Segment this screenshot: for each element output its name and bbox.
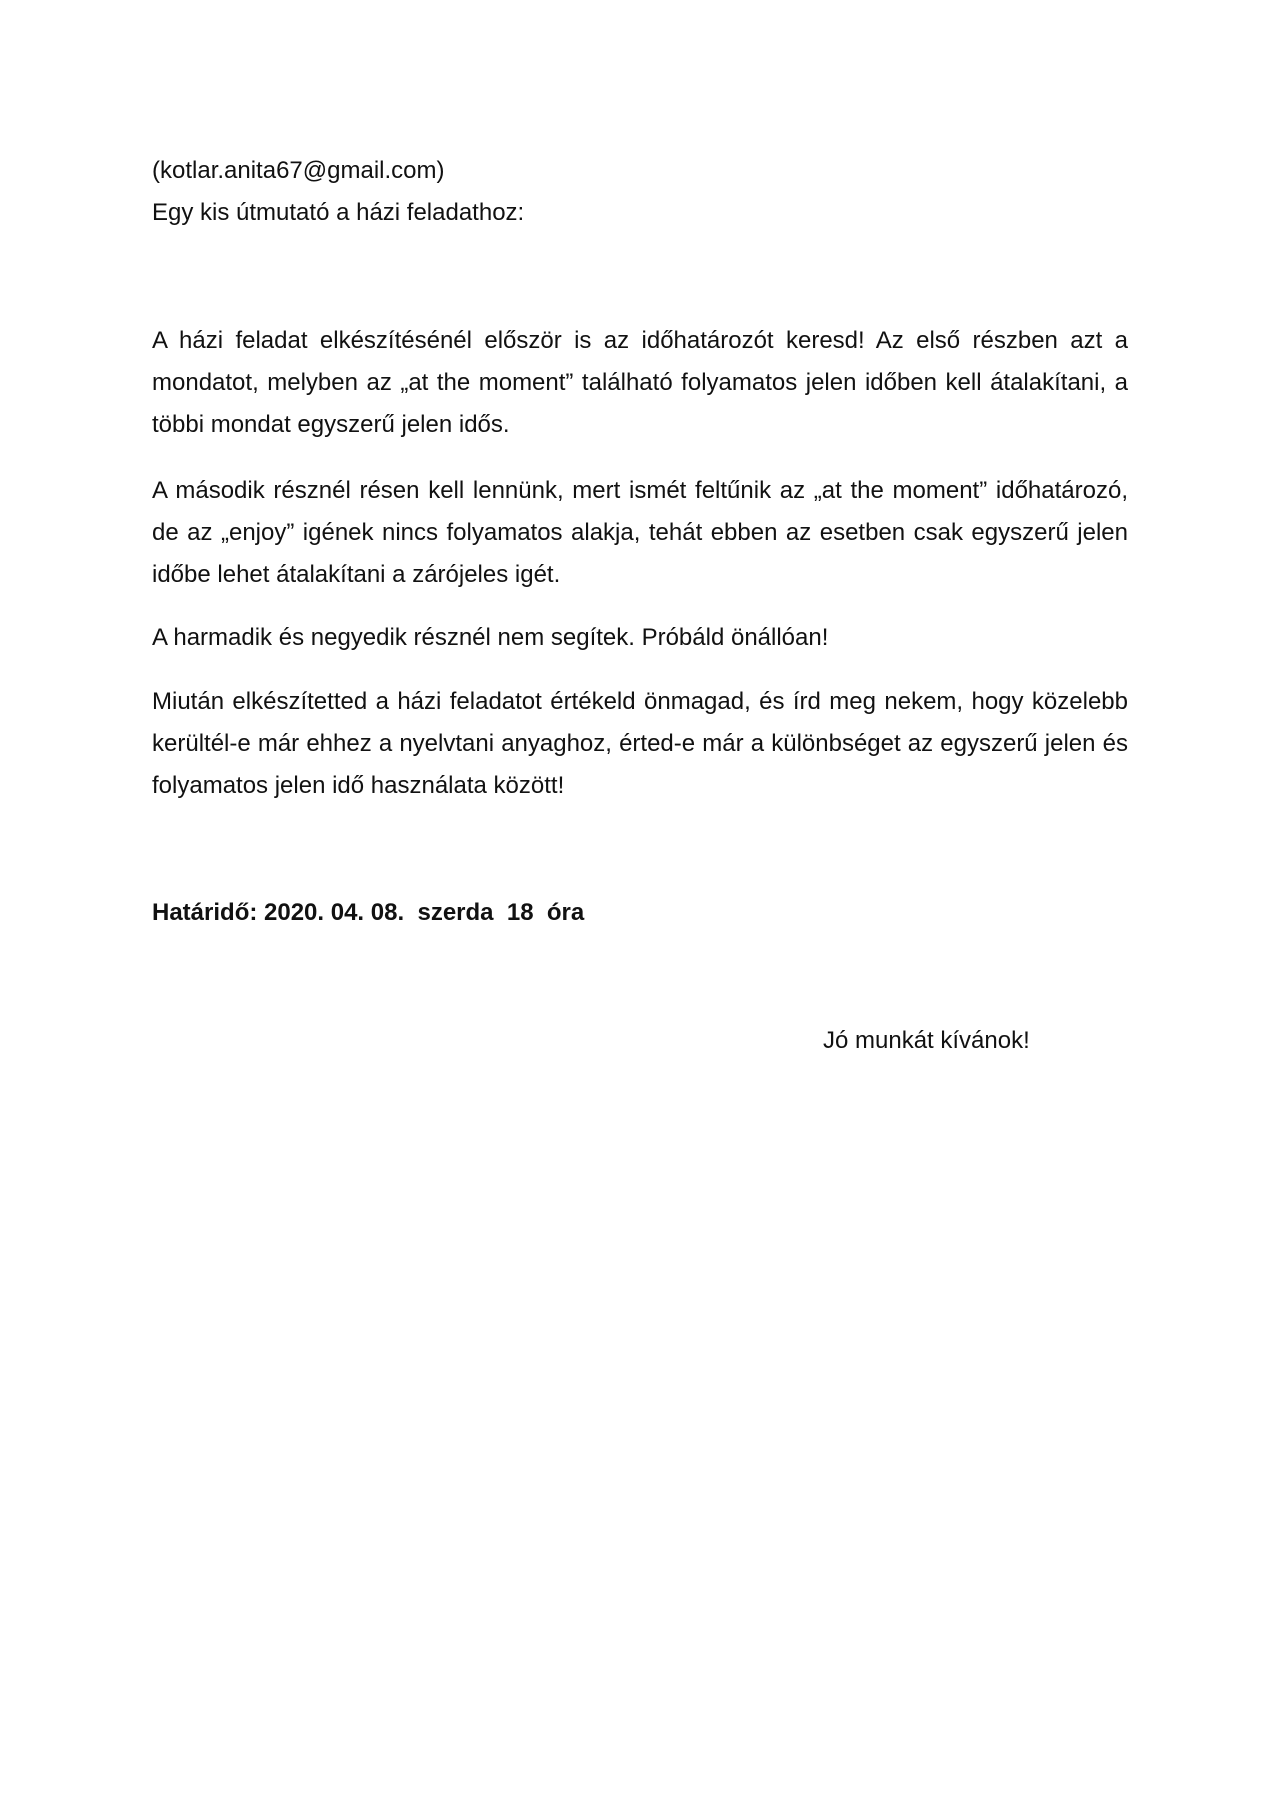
contact-email: (kotlar.anita67@gmail.com) [152,157,445,184]
paragraph-second-part: A második résznél résen kell lennünk, mert ismét feltűnik az „at the moment” időhatározó, de az „enjoy” igének nincs folyamatos alakja, tehát ebben az esetben csak egyszerű jelen időbe lehet átalakítani a zárójeles igét. [152,477,1128,588]
deadline: Határidő: 2020. 04. 08. szerda 18 óra [152,899,585,926]
paragraph-first-part: A házi feladat elkészítésénél először is az időhatározót keresd! Az első részben azt a mondatot, melyben az „at the moment” található folyamatos jelen időben kell átalakítani, a többi mondat egyszerű jelen idős. [152,327,1128,438]
paragraph-third-fourth-part: A harmadik és negyedik résznél nem segítek. Próbáld önállóan! [152,624,829,651]
document-page [152,0,1128,1800]
closing-greeting: Jó munkát kívánok! [823,1027,1030,1054]
paragraph-self-evaluation: Miután elkészítetted a házi feladatot értékeld önmagad, és írd meg nekem, hogy közelebb kerültél-e már ehhez a nyelvtani anyaghoz, érted-e már a különbséget az egyszerű jelen és folyamatos jelen idő használata között! [152,688,1128,799]
intro-heading: Egy kis útmutató a házi feladathoz: [152,199,525,226]
